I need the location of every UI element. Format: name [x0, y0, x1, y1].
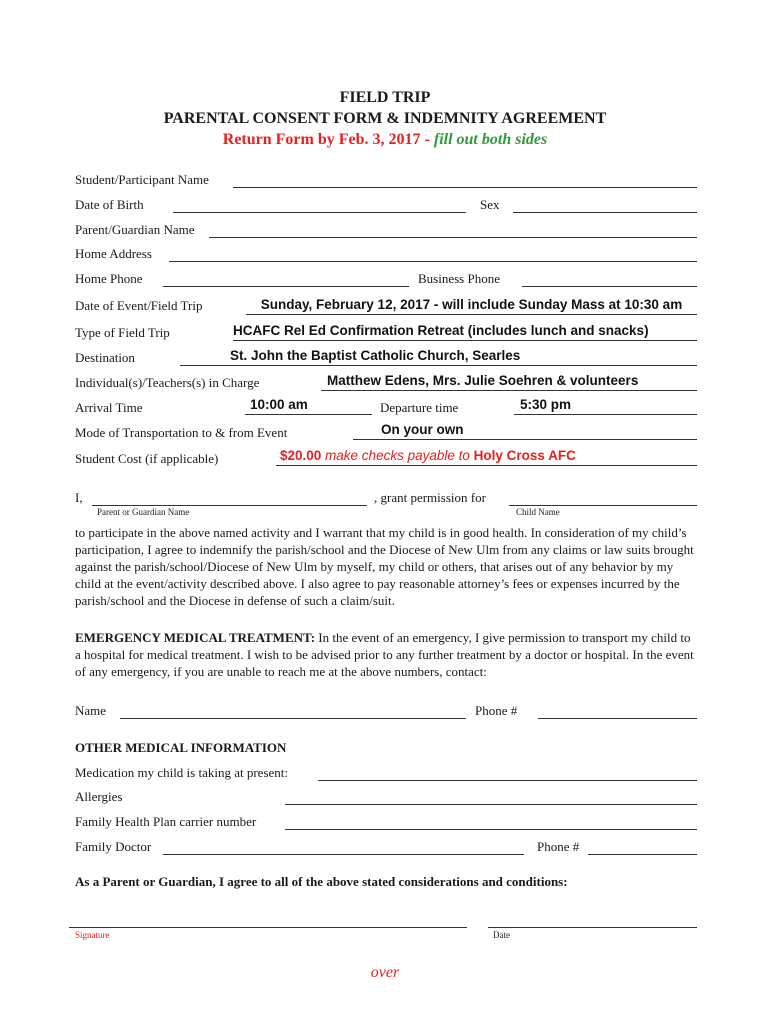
departure-time-label: Departure time: [380, 400, 459, 415]
emergency-heading: EMERGENCY MEDICAL TREATMENT:: [75, 630, 316, 645]
consent-paragraph: to participate in the above named activity and I warrant that my child is in good health. In consideration of my child’s participation, I agree to indemnify the parish/school and the Diocese of New Ulm from any claims or law suits brought against the parish/school/Diocese of New Ulm by myself, my child or others, that arises out of any behavior by my child at the event/activity described above. I also agree to pay reasonable attorney’s fees or expenses incurred by the parish/school and the Diocese in defense of such a claim/suit.: [75, 525, 694, 608]
allergies-field[interactable]: [285, 804, 697, 805]
doctor-field[interactable]: [163, 854, 524, 855]
date-field[interactable]: [488, 927, 697, 928]
emergency-text: In the event of an emergency, I give permission to transport my child to a hospital for medical treatment. I wish to be advised prior to any further treatment by a doctor or hospital. In the event of any emergency, if you are unable to reach me at the above numbers, contact:: [75, 630, 694, 679]
doctor-label: Family Doctor: [75, 839, 152, 854]
i-label: I,: [75, 490, 83, 505]
student-name-label: Student/Participant Name: [75, 172, 209, 187]
home-address-label: Home Address: [75, 246, 152, 261]
destination-label: Destination: [75, 350, 135, 365]
return-deadline: [0, 130, 770, 149]
transport-label: Mode of Transportation to & from Event: [75, 425, 288, 440]
destination-value: St. John the Baptist Catholic Church, Searles: [230, 348, 521, 363]
grant-permission-text: , grant permission for: [374, 490, 486, 505]
carrier-label: Family Health Plan carrier number: [75, 814, 257, 829]
parent-name-caption: Parent or Guardian Name: [97, 507, 190, 517]
medication-field[interactable]: [318, 780, 697, 781]
event-date-value: Sunday, February 12, 2017 - will include Sunday Mass at 10:30 am: [260, 297, 683, 312]
cost-field[interactable]: [276, 448, 697, 466]
emergency-name-label: Name: [75, 703, 107, 718]
agreement-statement: As a Parent or Guardian, I agree to all of the above stated considerations and conditions:: [75, 874, 568, 889]
sex-label: Sex: [480, 197, 500, 212]
home-address-field[interactable]: [169, 261, 697, 262]
guardian-name-field[interactable]: [209, 237, 697, 238]
cost-value: [276, 448, 697, 464]
home-phone-field[interactable]: [163, 286, 409, 287]
in-charge-value: Matthew Edens, Mrs. Julie Soehren & volunteers: [327, 373, 639, 388]
carrier-field[interactable]: [285, 829, 697, 830]
over-note: over: [370, 964, 400, 981]
cost-payee: Holy Cross AFC: [473, 448, 576, 463]
dob-field[interactable]: [173, 212, 466, 213]
emergency-phone-label: Phone #: [475, 703, 518, 718]
business-phone-label: Business Phone: [418, 271, 500, 286]
dob-label: Date of Birth: [75, 197, 144, 212]
parent-name-field[interactable]: [92, 505, 367, 506]
emergency-phone-field[interactable]: [538, 718, 697, 719]
arrival-time-value: 10:00 am: [250, 397, 308, 412]
arrival-time-label: Arrival Time: [75, 400, 143, 415]
date-caption: Date: [493, 930, 510, 940]
event-date-field[interactable]: [246, 297, 697, 315]
transport-value: On your own: [381, 422, 464, 437]
student-name-field[interactable]: [233, 187, 697, 188]
in-charge-label: Individual(s)/Teachers(s) in Charge: [75, 375, 260, 390]
departure-time-field[interactable]: [514, 397, 697, 415]
return-deadline-green: fill out both sides: [433, 131, 548, 148]
signature-caption: Signature: [75, 930, 110, 940]
child-name-caption: Child Name: [516, 507, 560, 517]
departure-time-value: 5:30 pm: [520, 397, 572, 412]
trip-type-field[interactable]: [233, 323, 697, 341]
medication-label: Medication my child is taking at present:: [75, 765, 289, 780]
form-title: FIELD TRIP: [339, 89, 431, 106]
allergies-label: Allergies: [75, 789, 123, 804]
cost-label: Student Cost (if applicable): [75, 451, 219, 466]
doctor-phone-label: Phone #: [537, 839, 580, 854]
business-phone-field[interactable]: [522, 286, 697, 287]
guardian-name-label: Parent/Guardian Name: [75, 222, 195, 237]
home-phone-label: Home Phone: [75, 271, 143, 286]
destination-field[interactable]: [180, 348, 697, 366]
in-charge-field[interactable]: [321, 373, 697, 391]
cost-note: make checks payable to: [321, 448, 474, 463]
arrival-time-field[interactable]: [245, 397, 372, 415]
sex-field[interactable]: [513, 212, 697, 213]
cost-amount: $20.00: [280, 448, 322, 463]
trip-type-value: HCAFC Rel Ed Confirmation Retreat (includes lunch and snacks): [233, 323, 649, 338]
return-deadline-red: Return Form by Feb. 3, 2017 -: [222, 131, 434, 148]
doctor-phone-field[interactable]: [588, 854, 697, 855]
transport-field[interactable]: [353, 422, 697, 440]
event-date-label: Date of Event/Field Trip: [75, 298, 203, 313]
emergency-paragraph: [75, 629, 697, 680]
signature-field[interactable]: [69, 927, 467, 928]
child-name-field[interactable]: [509, 505, 697, 506]
form-subtitle: PARENTAL CONSENT FORM & INDEMNITY AGREEMENT: [163, 110, 607, 127]
emergency-name-field[interactable]: [120, 718, 466, 719]
trip-type-label: Type of Field Trip: [75, 325, 170, 340]
medical-heading: OTHER MEDICAL INFORMATION: [75, 740, 287, 755]
